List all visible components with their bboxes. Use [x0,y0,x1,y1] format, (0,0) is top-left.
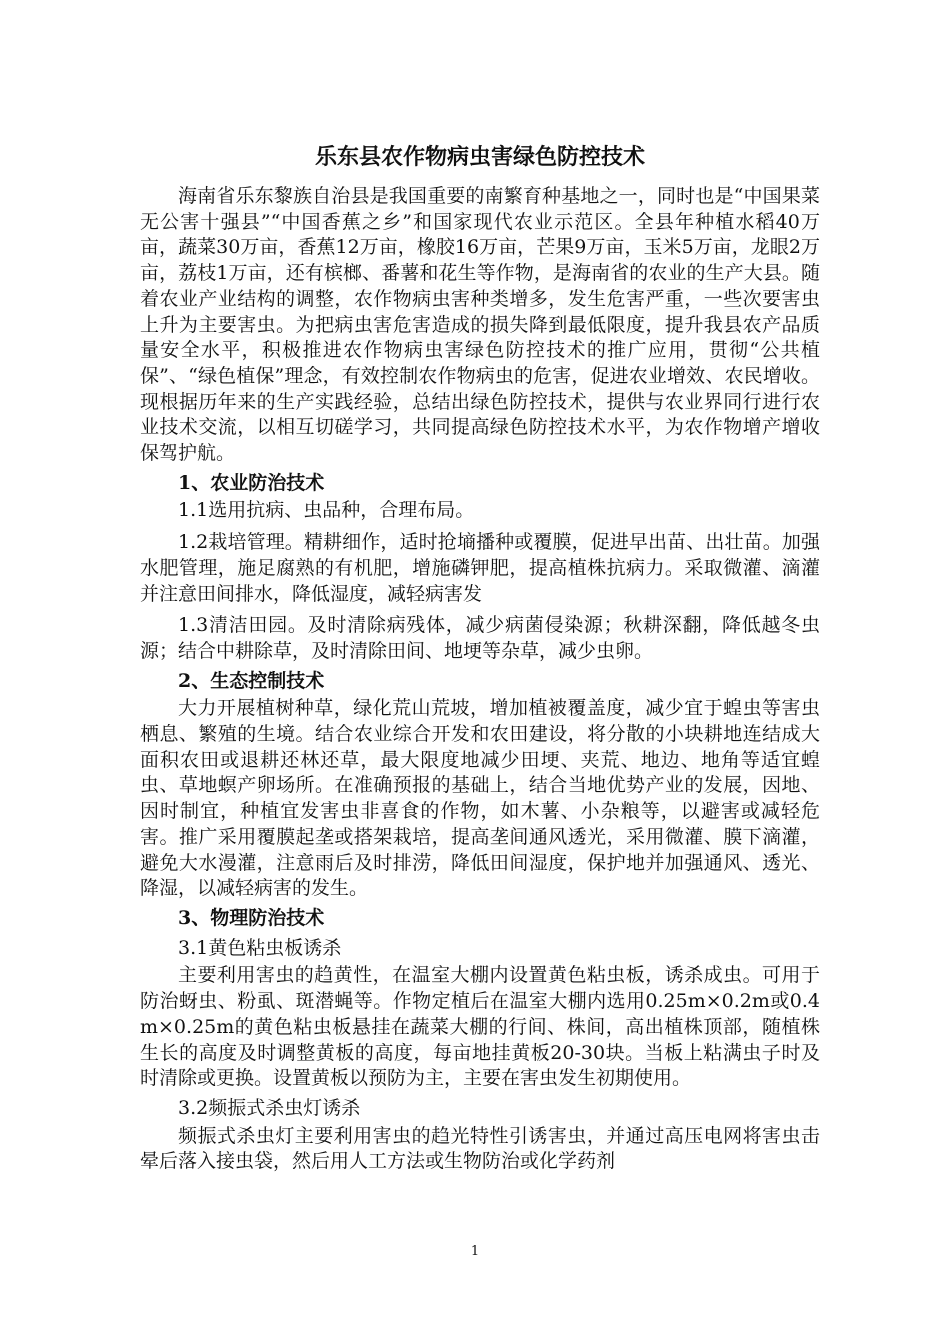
section1-item1: 1.1选用抗病、虫品种，合理布局。 [178,499,475,522]
section1-item2: 1.2栽培管理。精耕细作，适时抢墒播种或覆膜，促进早出苗、出壮苗。加强水肥管理，施足腐熟的有机肥，增施磷钾肥，提高植株抗病力。采取微灌、滴灌并注意田间排水，降低湿度，减轻病害发 [140,531,820,605]
section1-item3: 1.3清洁田园。及时清除病残体，减少病菌侵染源；秋耕深翻，降低越冬虫源；结合中耕除草，及时清除田间、地埂等杂草，减少虫卵。 [140,614,820,662]
section2-body: 大力开展植树种草，绿化荒山荒坡，增加植被覆盖度，减少宜于蝗虫等害虫栖息、繁殖的生境。结合农业综合开发和农田建设，将分散的小块耕地连结成大面积农田或退耕还林还草，最大限度地减少田埂、夹荒、地边、地角等适宜蝗虫、草地螟产卵场所。在准确预报的基础上，结合当地优势产业的发展，因地、因时制宜，种植宜发害虫非喜食的作物，如木薯、小杂粮等，以避害或减轻危害。推广采用覆膜起垄或搭架栽培，提高垄间通风透光，采用微灌、膜下滴灌，避免大水漫灌，注意雨后及时排涝，降低田间湿度，保护地并加强通风、透光、降湿，以减轻病害的发生。 [140,697,820,900]
section3-sub1-body: 主要利用害虫的趋黄性，在温室大棚内设置黄色粘虫板，诱杀成虫。可用于防治蚜虫、粉虱、斑潜蝇等。作物定植后在温室大棚内选用0.25m×0.2m或0.4m×0.25m的黄色粘虫板悬挂在蔬菜大棚的行间、株间，高出植株顶部，随植株生长的高度及时调整黄板的高度，每亩地挂黄板20-30块。当板上粘满虫子时及时清除或更换。设置黄板以预防为主，主要在害虫发生初期使用。 [140,964,820,1090]
document-title: 乐东县农作物病虫害绿色防控技术 [314,144,645,170]
document-body [140,140,820,1175]
section3-sub1-heading: 3.1黄色粘虫板诱杀 [178,936,342,959]
section3-sub2-heading: 3.2频振式杀虫灯诱杀 [178,1096,361,1119]
page-number: 1 [470,1244,480,1259]
section2-heading: 2、生态控制技术 [178,669,325,692]
section3-heading: 3、物理防治技术 [178,906,325,929]
section1-heading: 1、农业防治技术 [178,471,325,494]
section3-sub2-body: 频振式杀虫灯主要利用害虫的趋光特性引诱害虫，并通过高压电网将害虫击晕后落入接虫袋，然后用人工方法或生物防治或化学药剂 [140,1124,820,1173]
intro-paragraph: 海南省乐东黎族自治县是我国重要的南繁育种基地之一，同时也是“中国果菜无公害十强县”“中国香蕉之乡”和国家现代农业示范区。全县年种植水稻40万亩，蔬菜30万亩，香蕉12万亩，橡胶16万亩，芒果9万亩，玉米5万亩，龙眼2万亩，荔枝1万亩，还有槟榔、番薯和花生等作物，是海南省的农业的生产大县。随着农业产业结构的调整，农作物病虫害种类增多，发生危害严重，一些次要害虫上升为主要害虫。为把病虫害危害造成的损失降到最低限度，提升我县农产品质量安全水平，积极推进农作物病虫害绿色防控技术的推广应用，贯彻“公共植保”、“绿色植保”理念，有效控制农作物病虫的危害，促进农业增效、农民增收。现根据历年来的生产实践经验，总结出绿色防控技术，提供与农业界同行进行农业技术交流，以相互切磋学习，共同提高绿色防控技术水平，为农作物增产增收保驾护航。 [140,185,820,465]
